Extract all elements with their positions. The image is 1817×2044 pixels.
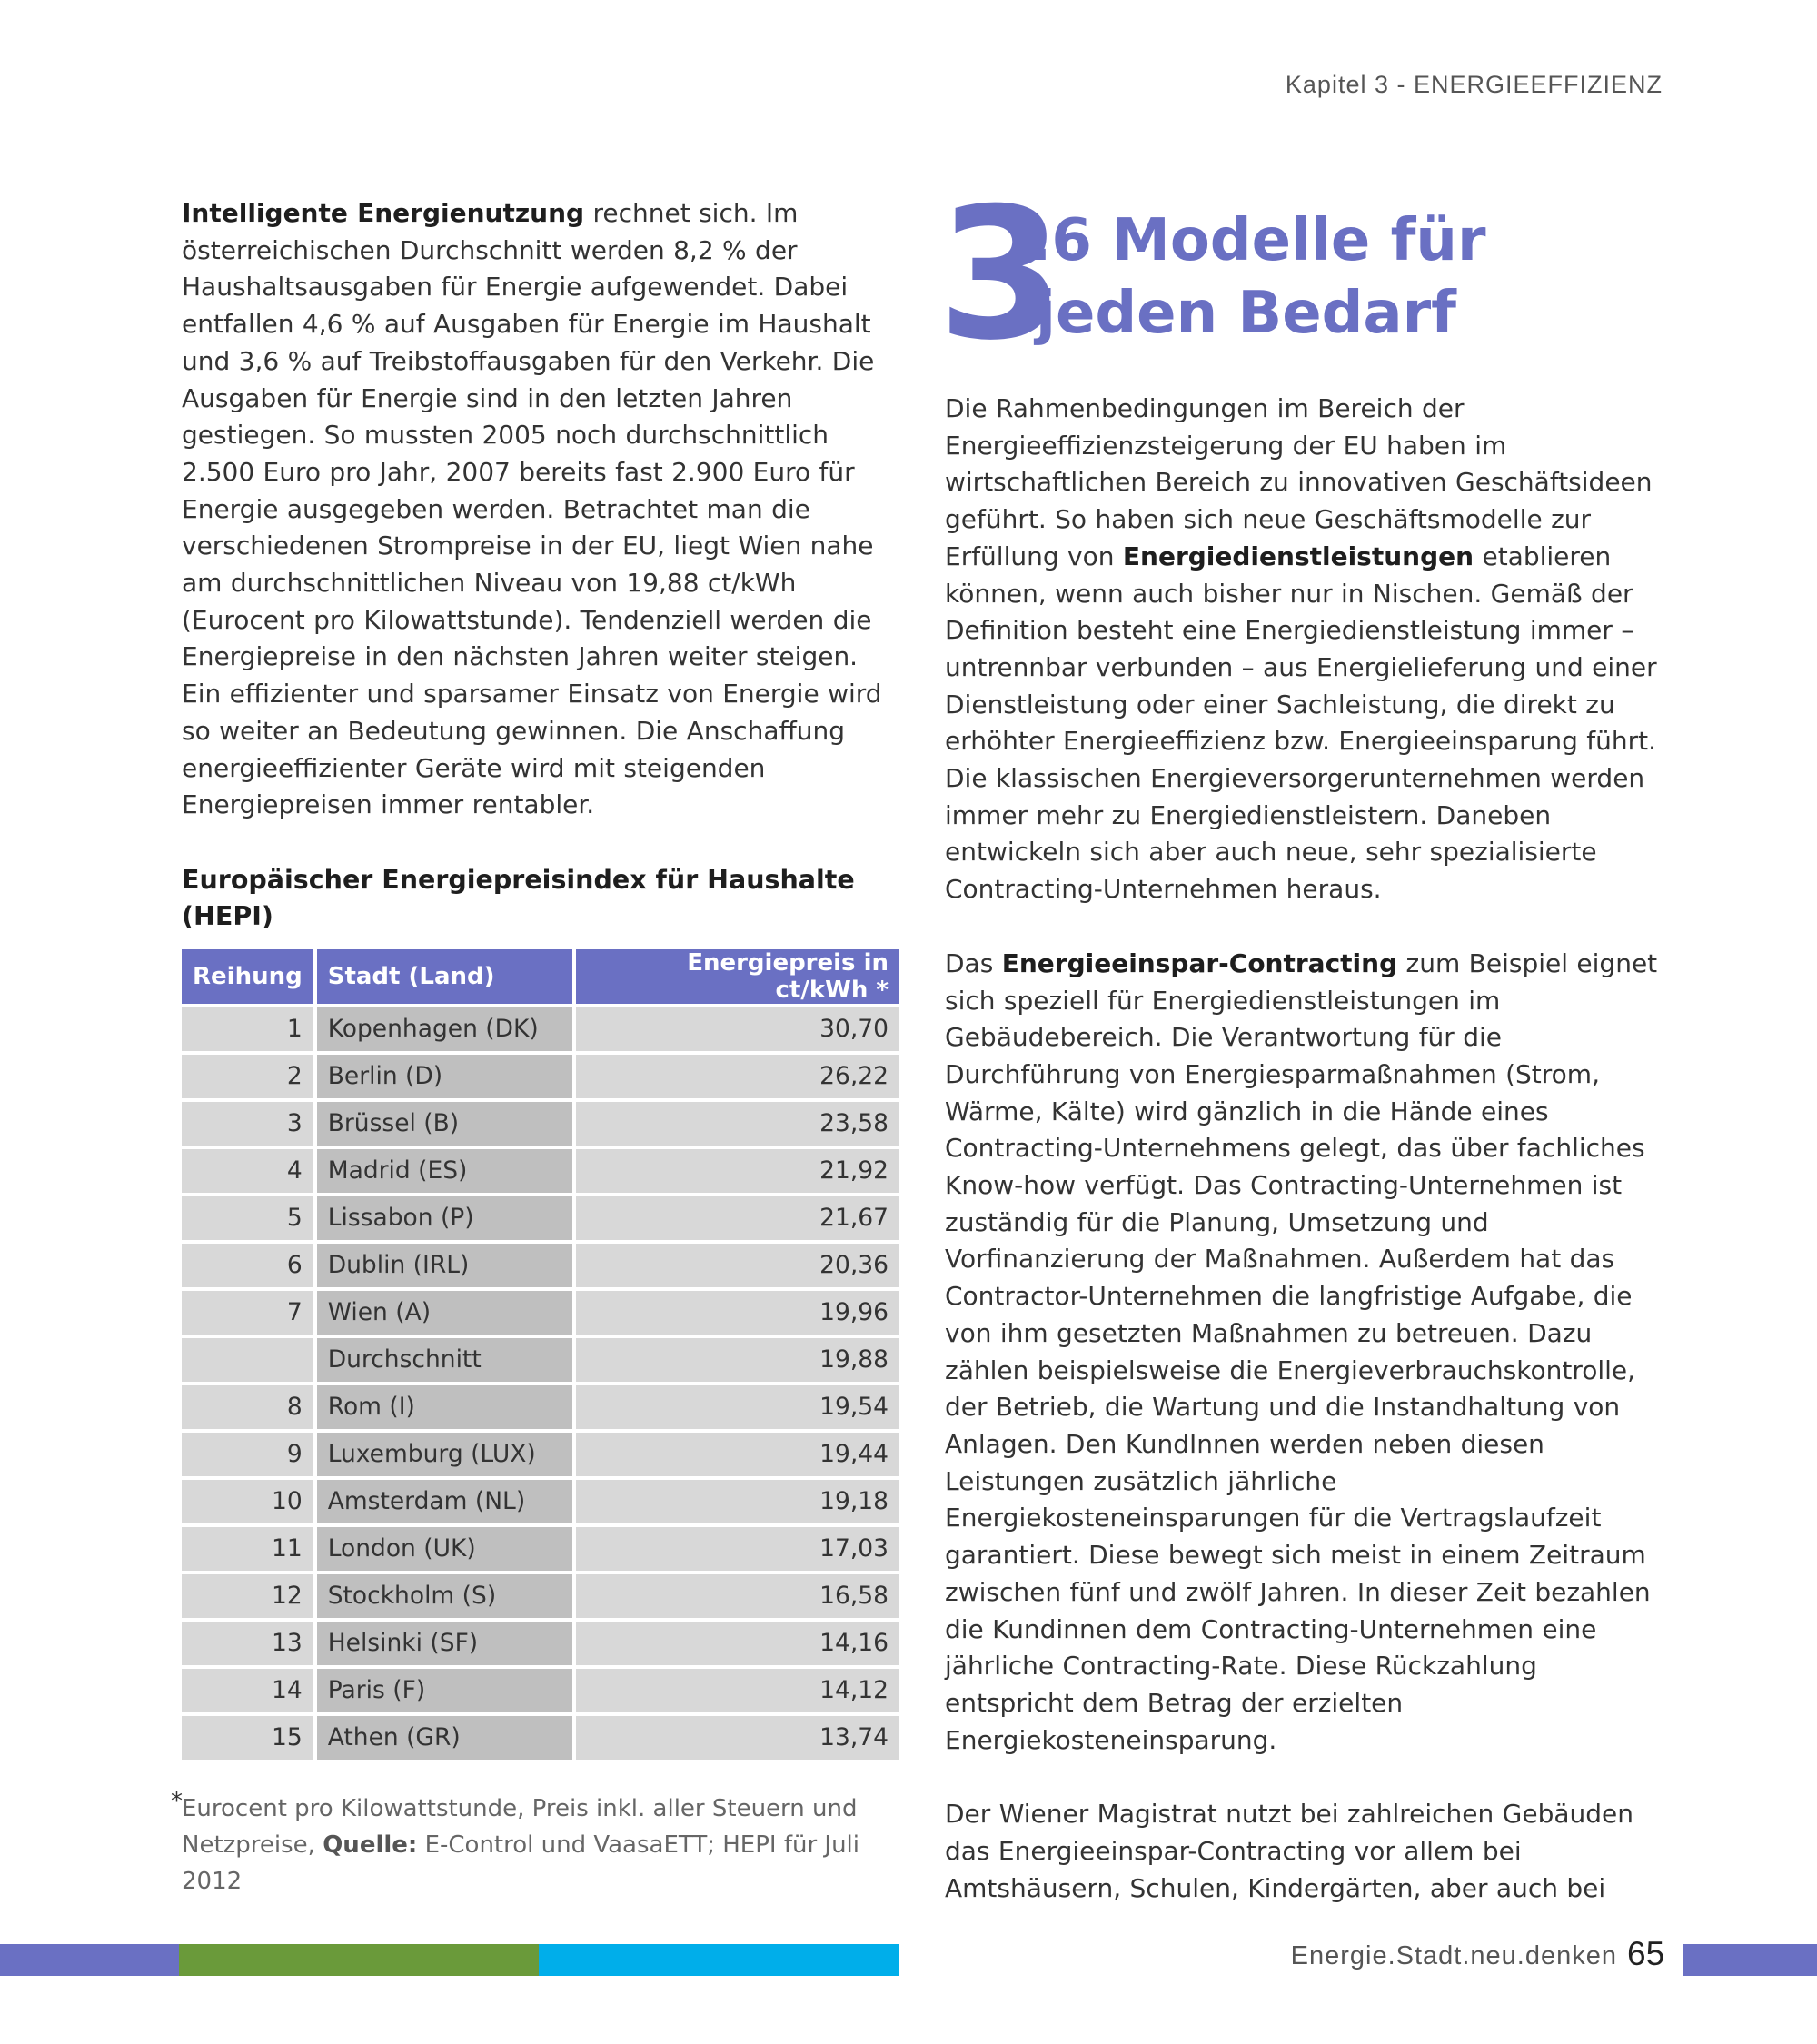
intro-paragraph [182,195,904,824]
price-cell: 16,58 [576,1574,899,1618]
rank-cell: 2 [182,1055,313,1098]
paragraph-2 [945,946,1672,1759]
table-row [182,1574,899,1618]
table-row [182,1338,899,1382]
price-cell: 19,96 [576,1291,899,1335]
city-cell: Brüssel (B) [317,1102,572,1146]
footnote-text-1: Eurocent pro Kilowattstunde, Preis inkl. aller Steuern und Netzpreise, [182,1794,858,1859]
paragraph-3: Der Wiener Magistrat nutzt bei zahlreichen Gebäuden das Energieeinspar-Contracting vor allem bei Amtshäusern, Schulen, Kindergärten, aber auch bei [945,1799,1634,1903]
rank-cell: 14 [182,1669,313,1712]
paragraph-1 [945,391,1672,908]
city-cell: Athen (GR) [317,1716,572,1760]
city-cell: London (UK) [317,1527,572,1571]
paragraph-2-bold: Energieeinspar-Contracting [1001,948,1398,978]
hepi-table [178,946,903,1763]
price-cell: 19,18 [576,1480,899,1523]
city-cell: Paris (F) [317,1669,572,1712]
city-cell: Berlin (D) [317,1055,572,1098]
city-cell: Stockholm (S) [317,1574,572,1618]
paragraph-1-text-b: etablieren können, wenn auch bisher nur in Nischen. Gemäß der Definition besteht eine Energiedienstleistung immer – untrennbar verbunden – aus Energielieferung und einer Dienstleistung oder einer Sachleistung, die direkt zu erhöhter Energieeffizienz bzw. Energieeinsparung führt. Die klassischen Energieversorgerunternehmen werden immer mehr zu Energiedienstleistern. Daneben entwickeln sich aber auch neue, sehr spezialisierte Contracting-Unternehmen heraus. [945,541,1657,905]
footnote-star: * [171,1787,183,1815]
paragraph-2-text-b: zum Beispiel eignet sich speziell für Energiedienstleistungen im Gebäudebereich. Die Verantwortung für die Durchführung von Energiesparmaßnahmen (Strom, Wärme, Kälte) wird gänzlich in die Hände eines Contracting-Unternehmens gelegt, das über fachliches Know-how verfügt. Das Contracting-Unternehmen ist zuständig für die Planung, Umsetzung und Vorfinanzierung der Maßnahmen. Außerdem hat das Contractor-Unternehmen die langfristige Aufgabe, die von ihm gesetzten Maßnahmen zu betreuen. Dazu zählen beispielsweise die Energieverbrauchskontrolle, der Betrieb, die Wartung und die Instandhaltung von Anlagen. Den KundInnen werden neben diesen Leistungen zusätzlich jährliche Energiekosteneinsparungen für die Vertragslaufzeit garantiert. Diese bewegt sich meist in einem Zeitraum zwischen fünf und zwölf Jahren. In dieser Zeit bezahlen die Kundinnen dem Contracting-Unternehmen eine jährliche Contracting-Rate. Diese Rückzahlung entspricht dem Betrag der erzielten Energiekosteneinsparung. [945,948,1658,1755]
city-cell: Helsinki (SF) [317,1622,572,1665]
left-column [171,195,904,1900]
price-cell: 17,03 [576,1527,899,1571]
table-title: Europäischer Energiepreisindex für Haushalte (HEPI) [182,864,855,931]
footnote [171,1787,904,1900]
rank-cell: 13 [182,1622,313,1665]
city-cell: Rom (I) [317,1385,572,1429]
footer-bar-cyan [539,1944,899,1976]
section-heading [938,169,1672,391]
footer-bar-green [179,1944,539,1976]
footnote-source-label: Quelle: [323,1831,418,1859]
rank-cell: 1 [182,1007,313,1051]
city-cell: Durchschnitt [317,1338,572,1382]
table-row [182,1385,899,1429]
city-cell: Kopenhagen (DK) [317,1007,572,1051]
table-row [182,1102,899,1146]
rank-cell: 5 [182,1196,313,1240]
price-cell: 21,92 [576,1149,899,1193]
footer-bar-blue-left [0,1944,179,1976]
chapter-header: Kapitel 3 - ENERGIEEFFIZIENZ [1285,71,1663,98]
price-cell: 13,74 [576,1716,899,1760]
city-cell: Dublin (IRL) [317,1244,572,1287]
table-row [182,1433,899,1476]
city-cell: Luxemburg (LUX) [317,1433,572,1476]
price-cell: 20,36 [576,1244,899,1287]
rank-cell: 4 [182,1149,313,1193]
rank-cell: 3 [182,1102,313,1146]
rank-cell: 10 [182,1480,313,1523]
price-cell: 26,22 [576,1055,899,1098]
paragraph-2-text-a: Das [945,948,1002,978]
rank-cell: 8 [182,1385,313,1429]
heading-number: 3 [938,169,1061,381]
city-cell: Lissabon (P) [317,1196,572,1240]
rank-cell: 7 [182,1291,313,1335]
price-cell: 19,44 [576,1433,899,1476]
city-cell: Wien (A) [317,1291,572,1335]
heading-line-1: .6 Modelle für [1029,207,1486,274]
rank-cell [182,1338,313,1382]
header-price: Energiepreis in ct/kWh * [576,949,899,1004]
table-body [182,1007,899,1760]
rank-cell: 15 [182,1716,313,1760]
footnote-text-2: E-Control und VaasaETT; HEPI für Juli 2012 [182,1831,859,1895]
table-row [182,1244,899,1287]
table-row [182,1716,899,1760]
intro-bold: Intelligente Energienutzung [182,198,585,228]
price-cell: 30,70 [576,1007,899,1051]
rank-cell: 6 [182,1244,313,1287]
page-number: 65 [1627,1935,1665,1972]
table-row [182,1149,899,1193]
table-row [182,1055,899,1098]
table-row [182,1196,899,1240]
table-row [182,1669,899,1712]
price-cell: 23,58 [576,1102,899,1146]
rank-cell: 9 [182,1433,313,1476]
price-cell: 19,88 [576,1338,899,1382]
price-cell: 14,16 [576,1622,899,1665]
table-row [182,1007,899,1051]
heading-line-2: jeden Bedarf [1036,280,1456,347]
rank-cell: 11 [182,1527,313,1571]
table-row [182,1622,899,1665]
price-cell: 14,12 [576,1669,899,1712]
paragraph-1-bold: Energiedienstleistungen [1122,541,1474,571]
header-city: Stadt (Land) [317,949,572,1004]
table-row [182,1480,899,1523]
header-rank: Reihung [182,949,313,1004]
intro-text: rechnet sich. Im österreichischen Durchschnitt werden 8,2 % der Haushaltsausgaben für Energie aufgewendet. Dabei entfallen 4,6 % auf Ausgaben für Energie im Haushalt und 3,6 % auf Treibstoffausgaben für den Verkehr. Die Ausgaben für Energie sind in den letzten Jahren gestiegen. So mussten 2005 noch durchschnittlich 2.500 Euro pro Jahr, 2007 bereits fast 2.900 Euro für Energie ausgegeben werden. Betrachtet man die verschiedenen Strompreise in der EU, liegt Wien nahe am durchschnittlichen Niveau von 19,88 ct/kWh (Eurocent pro Kilowattstunde). Tendenziell werden die Energiepreise in den nächsten Jahren weiter steigen. Ein effizienter und sparsamer Einsatz von Energie wird so weiter an Bedeutung gewinnen. Die Anschaffung energieeffizienter Geräte wird mit steigenden Energiepreisen immer rentabler. [182,198,882,820]
city-cell: Madrid (ES) [317,1149,572,1193]
rank-cell: 12 [182,1574,313,1618]
right-column [938,169,1672,1907]
table-row [182,1291,899,1335]
footer-brand: Energie.Stadt.neu.denken [1290,1941,1617,1970]
price-cell: 19,54 [576,1385,899,1429]
table-row [182,1527,899,1571]
paragraph-1-text-a: Die Rahmenbedingungen im Bereich der Energieeffizienzsteigerung der EU haben im wirtschaftlichen Bereich zu innovativen Geschäftsideen geführt. So haben sich neue Geschäftsmodelle zur Erfüllung von [945,393,1653,571]
table-header-row [182,949,899,1004]
price-cell: 21,67 [576,1196,899,1240]
footer-bar-blue-right [1683,1944,1817,1976]
city-cell: Amsterdam (NL) [317,1480,572,1523]
